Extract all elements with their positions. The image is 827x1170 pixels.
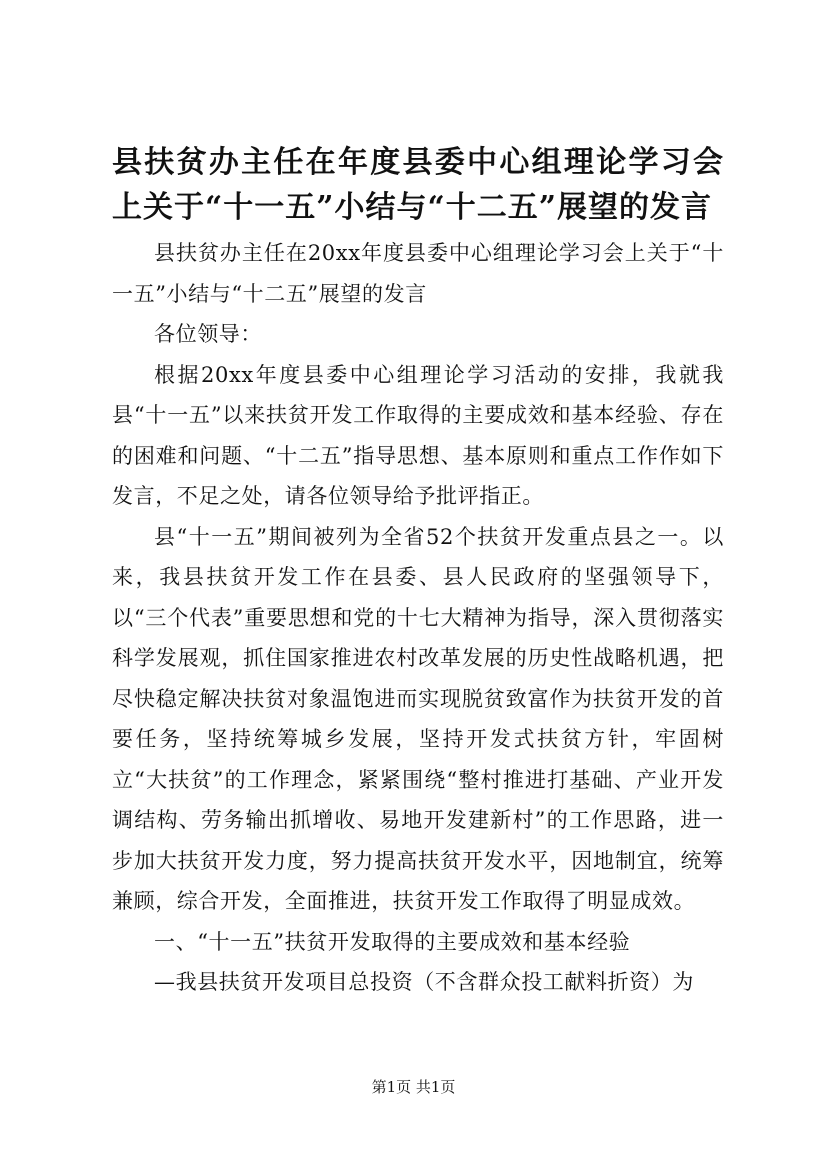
paragraph-intro: 根据20xx年度县委中心组理论学习活动的安排，我就我县“十一五”以来扶贫开发工作取得的主要成效和基本经验、存在的困难和问题、“十二五”指导思想、基本原则和重点工作作如下发言，不足之处，请各位领导给予批评指正。 <box>112 362 724 508</box>
paragraph-overview: 县“十一五”期间被列为全省52个扶贫开发重点县之一。以来，我县扶贫开发工作在县委、县人民政府的坚强领导下，以“三个代表”重要思想和党的十七大精神为指导，深入贯彻落实科学发展观，抓住国家推进农村改革发展的历史性战略机遇，把尽快稳定解决扶贫对象温饱进而实现脱贫致富作为扶贫开发的首要任务，坚持统筹城乡发展，坚持开发式扶贫方针，牢固树立“大扶贫”的工作理念，紧紧围绕“整村推进打基础、产业开发调结构、劳务输出抓增收、易地开发建新村”的工作思路，进一步加大扶贫开发力度，努力提高扶贫开发水平，因地制宜，统筹兼顾，综合开发，全面推进，扶贫开发工作取得了明显成效。 <box>112 524 724 913</box>
paragraph-investment: —我县扶贫开发项目总投资（不含群众投工献料折资）为 <box>154 970 694 994</box>
paragraph-salutation: 各位领导： <box>154 322 262 346</box>
paragraph-heading-repeat: 县扶贫办主任在20xx年度县委中心组理论学习会上关于“十一五”小结与“十二五”展望的发言 <box>112 241 724 306</box>
document-title: 县扶贫办主任在年度县委中心组理论学习会上关于“十一五”小结与“十二五”展望的发言 <box>112 145 724 225</box>
section-heading-1: 一、“十一五”扶贫开发取得的主要成效和基本经验 <box>154 929 631 954</box>
page-footer: 第1页 共1页 <box>371 1078 456 1096</box>
document-body <box>112 233 724 1003</box>
